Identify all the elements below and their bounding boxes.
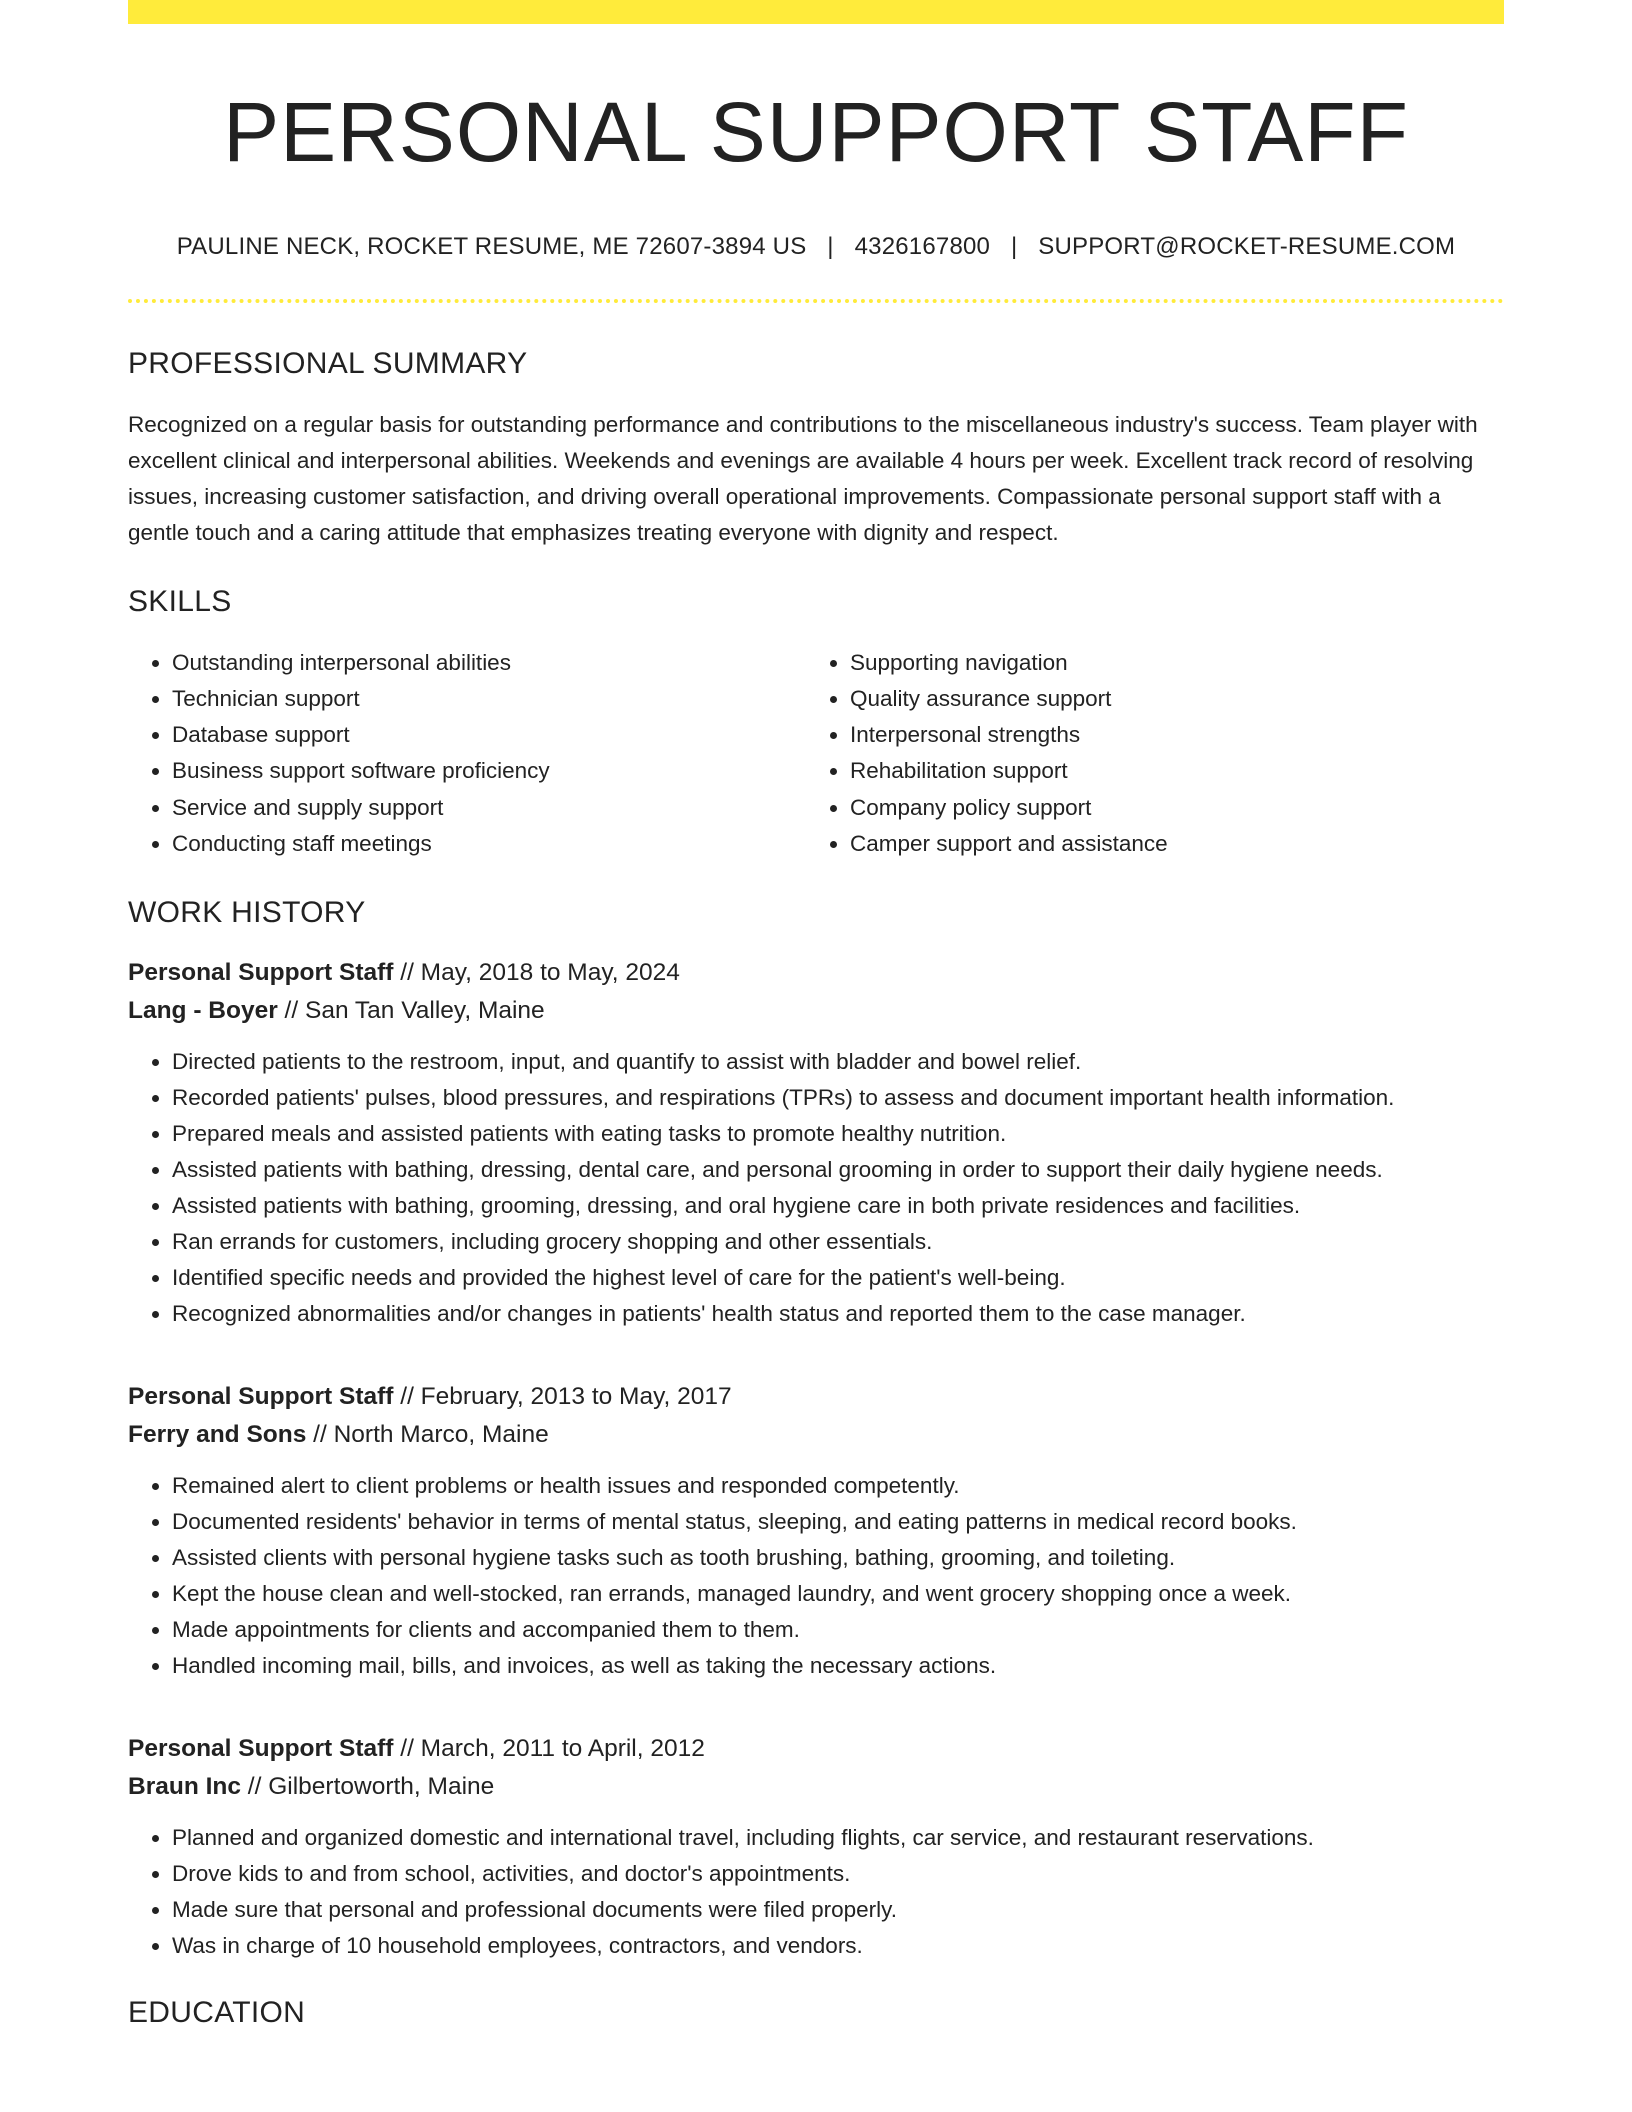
- job-bullet: • Ran errands for customers, including grocery shopping and other essentials.: [172, 1224, 1504, 1260]
- skill-item: • Quality assurance support: [850, 681, 1484, 717]
- job-role: Personal Support Staff: [128, 1735, 394, 1763]
- job-bullet: • Prepared meals and assisted patients with eating tasks to promote healthy nutrition.: [172, 1116, 1504, 1152]
- job-location: // North Marco, Maine: [306, 1421, 549, 1449]
- job-location: // Gilbertoworth, Maine: [241, 1773, 495, 1801]
- job-bullet: • Handled incoming mail, bills, and invoices, as well as taking the necessary actions.: [172, 1648, 1504, 1684]
- skill-item: • Conducting staff meetings: [172, 826, 806, 862]
- resume-title: PERSONAL SUPPORT STAFF: [223, 85, 1409, 179]
- job-bullet: • Documented residents' behavior in terms of mental status, sleeping, and eating patterns in medical record books.: [172, 1504, 1504, 1540]
- work-history-heading: WORK HISTORY: [128, 896, 366, 930]
- contact-separator: |: [1010, 232, 1018, 260]
- job-company: Braun Inc: [128, 1773, 241, 1801]
- skill-item: • Company policy support: [850, 790, 1484, 826]
- skill-item: • Service and supply support: [172, 790, 806, 826]
- job-bullets: [128, 1044, 1504, 1332]
- skills-column-right: [806, 645, 1484, 862]
- job-bullet: • Made sure that personal and professional documents were filed properly.: [172, 1892, 1504, 1928]
- job-bullet: • Was in charge of 10 household employees, contractors, and vendors.: [172, 1928, 1504, 1964]
- job-company: Lang - Boyer: [128, 997, 278, 1025]
- job-entry: [128, 1730, 1504, 1964]
- skills-list: [128, 645, 1504, 862]
- dotted-divider: [128, 299, 1504, 303]
- skill-item: • Technician support: [172, 681, 806, 717]
- contact-address: PAULINE NECK, ROCKET RESUME, ME 72607-3894 US: [176, 232, 807, 260]
- job-bullets: [128, 1468, 1504, 1684]
- contact-separator: |: [827, 232, 834, 260]
- job-dates: // February, 2013 to May, 2017: [393, 1383, 732, 1411]
- accent-bar: [128, 0, 1504, 24]
- contact-line: [128, 233, 1504, 261]
- resume-content: [128, 0, 1504, 2030]
- contact-phone: 4326167800: [854, 232, 991, 260]
- job-entry: [128, 954, 1504, 1332]
- job-role-line: [128, 954, 1504, 992]
- education-heading: EDUCATION: [128, 1996, 306, 2030]
- job-company-line: [128, 1416, 1504, 1454]
- job-bullets: [128, 1820, 1504, 1964]
- skill-item: • Camper support and assistance: [850, 826, 1484, 862]
- job-bullet: • Made appointments for clients and accompanied them to them.: [172, 1612, 1504, 1648]
- job-bullet: • Kept the house clean and well-stocked, ran errands, managed laundry, and went grocery shopping once a week.: [172, 1576, 1504, 1612]
- job-bullet: • Drove kids to and from school, activities, and doctor's appointments.: [172, 1856, 1504, 1892]
- skill-item: • Interpersonal strengths: [850, 717, 1484, 753]
- job-role: Personal Support Staff: [128, 959, 394, 987]
- job-role-line: [128, 1730, 1504, 1768]
- job-bullet: • Assisted patients with bathing, grooming, dressing, and oral hygiene care in both private residences and facilities.: [172, 1188, 1504, 1224]
- skill-item: • Outstanding interpersonal abilities: [172, 645, 806, 681]
- job-company: Ferry and Sons: [128, 1421, 307, 1449]
- job-bullet: • Recognized abnormalities and/or changes in patients' health status and reported them to the case manager.: [172, 1296, 1504, 1332]
- summary-text: Recognized on a regular basis for outstanding performance and contributions to the miscellaneous industry's success. Team player with excellent clinical and interpersonal abilities. Weekends and evenings are available 4 hours per week. Excellent track record of resolving issues, increasing customer satisfaction, and driving overall operational improvements. Compassionate personal support staff with a gentle touch and a caring attitude that emphasizes treating everyone with dignity and respect.: [128, 411, 1478, 545]
- job-location: // San Tan Valley, Maine: [277, 997, 545, 1025]
- skill-item: • Business support software proficiency: [172, 753, 806, 789]
- job-bullet: • Directed patients to the restroom, input, and quantify to assist with bladder and bowel relief.: [172, 1044, 1504, 1080]
- job-company-line: [128, 992, 1504, 1030]
- job-bullet: • Assisted clients with personal hygiene tasks such as tooth brushing, bathing, grooming, and toileting.: [172, 1540, 1504, 1576]
- job-bullet: • Assisted patients with bathing, dressing, dental care, and personal grooming in order to support their daily hygiene needs.: [172, 1152, 1504, 1188]
- job-bullet: • Identified specific needs and provided the highest level of care for the patient's well-being.: [172, 1260, 1504, 1296]
- skill-item: • Database support: [172, 717, 806, 753]
- summary-heading: PROFESSIONAL SUMMARY: [128, 346, 528, 380]
- contact-email: SUPPORT@ROCKET-RESUME.COM: [1038, 232, 1456, 260]
- job-company-line: [128, 1768, 1504, 1806]
- skill-item: • Supporting navigation: [850, 645, 1484, 681]
- job-role: Personal Support Staff: [128, 1383, 394, 1411]
- job-dates: // May, 2018 to May, 2024: [393, 959, 680, 987]
- skills-heading: SKILLS: [128, 584, 232, 618]
- job-bullet: • Remained alert to client problems or health issues and responded competently.: [172, 1468, 1504, 1504]
- job-dates: // March, 2011 to April, 2012: [393, 1735, 705, 1763]
- skills-column-left: [128, 645, 806, 862]
- skill-item: • Rehabilitation support: [850, 753, 1484, 789]
- job-entry: [128, 1378, 1504, 1684]
- job-role-line: [128, 1378, 1504, 1416]
- job-bullet: • Recorded patients' pulses, blood pressures, and respirations (TPRs) to assess and document important health information.: [172, 1080, 1504, 1116]
- job-bullet: • Planned and organized domestic and international travel, including flights, car service, and restaurant reservations.: [172, 1820, 1504, 1856]
